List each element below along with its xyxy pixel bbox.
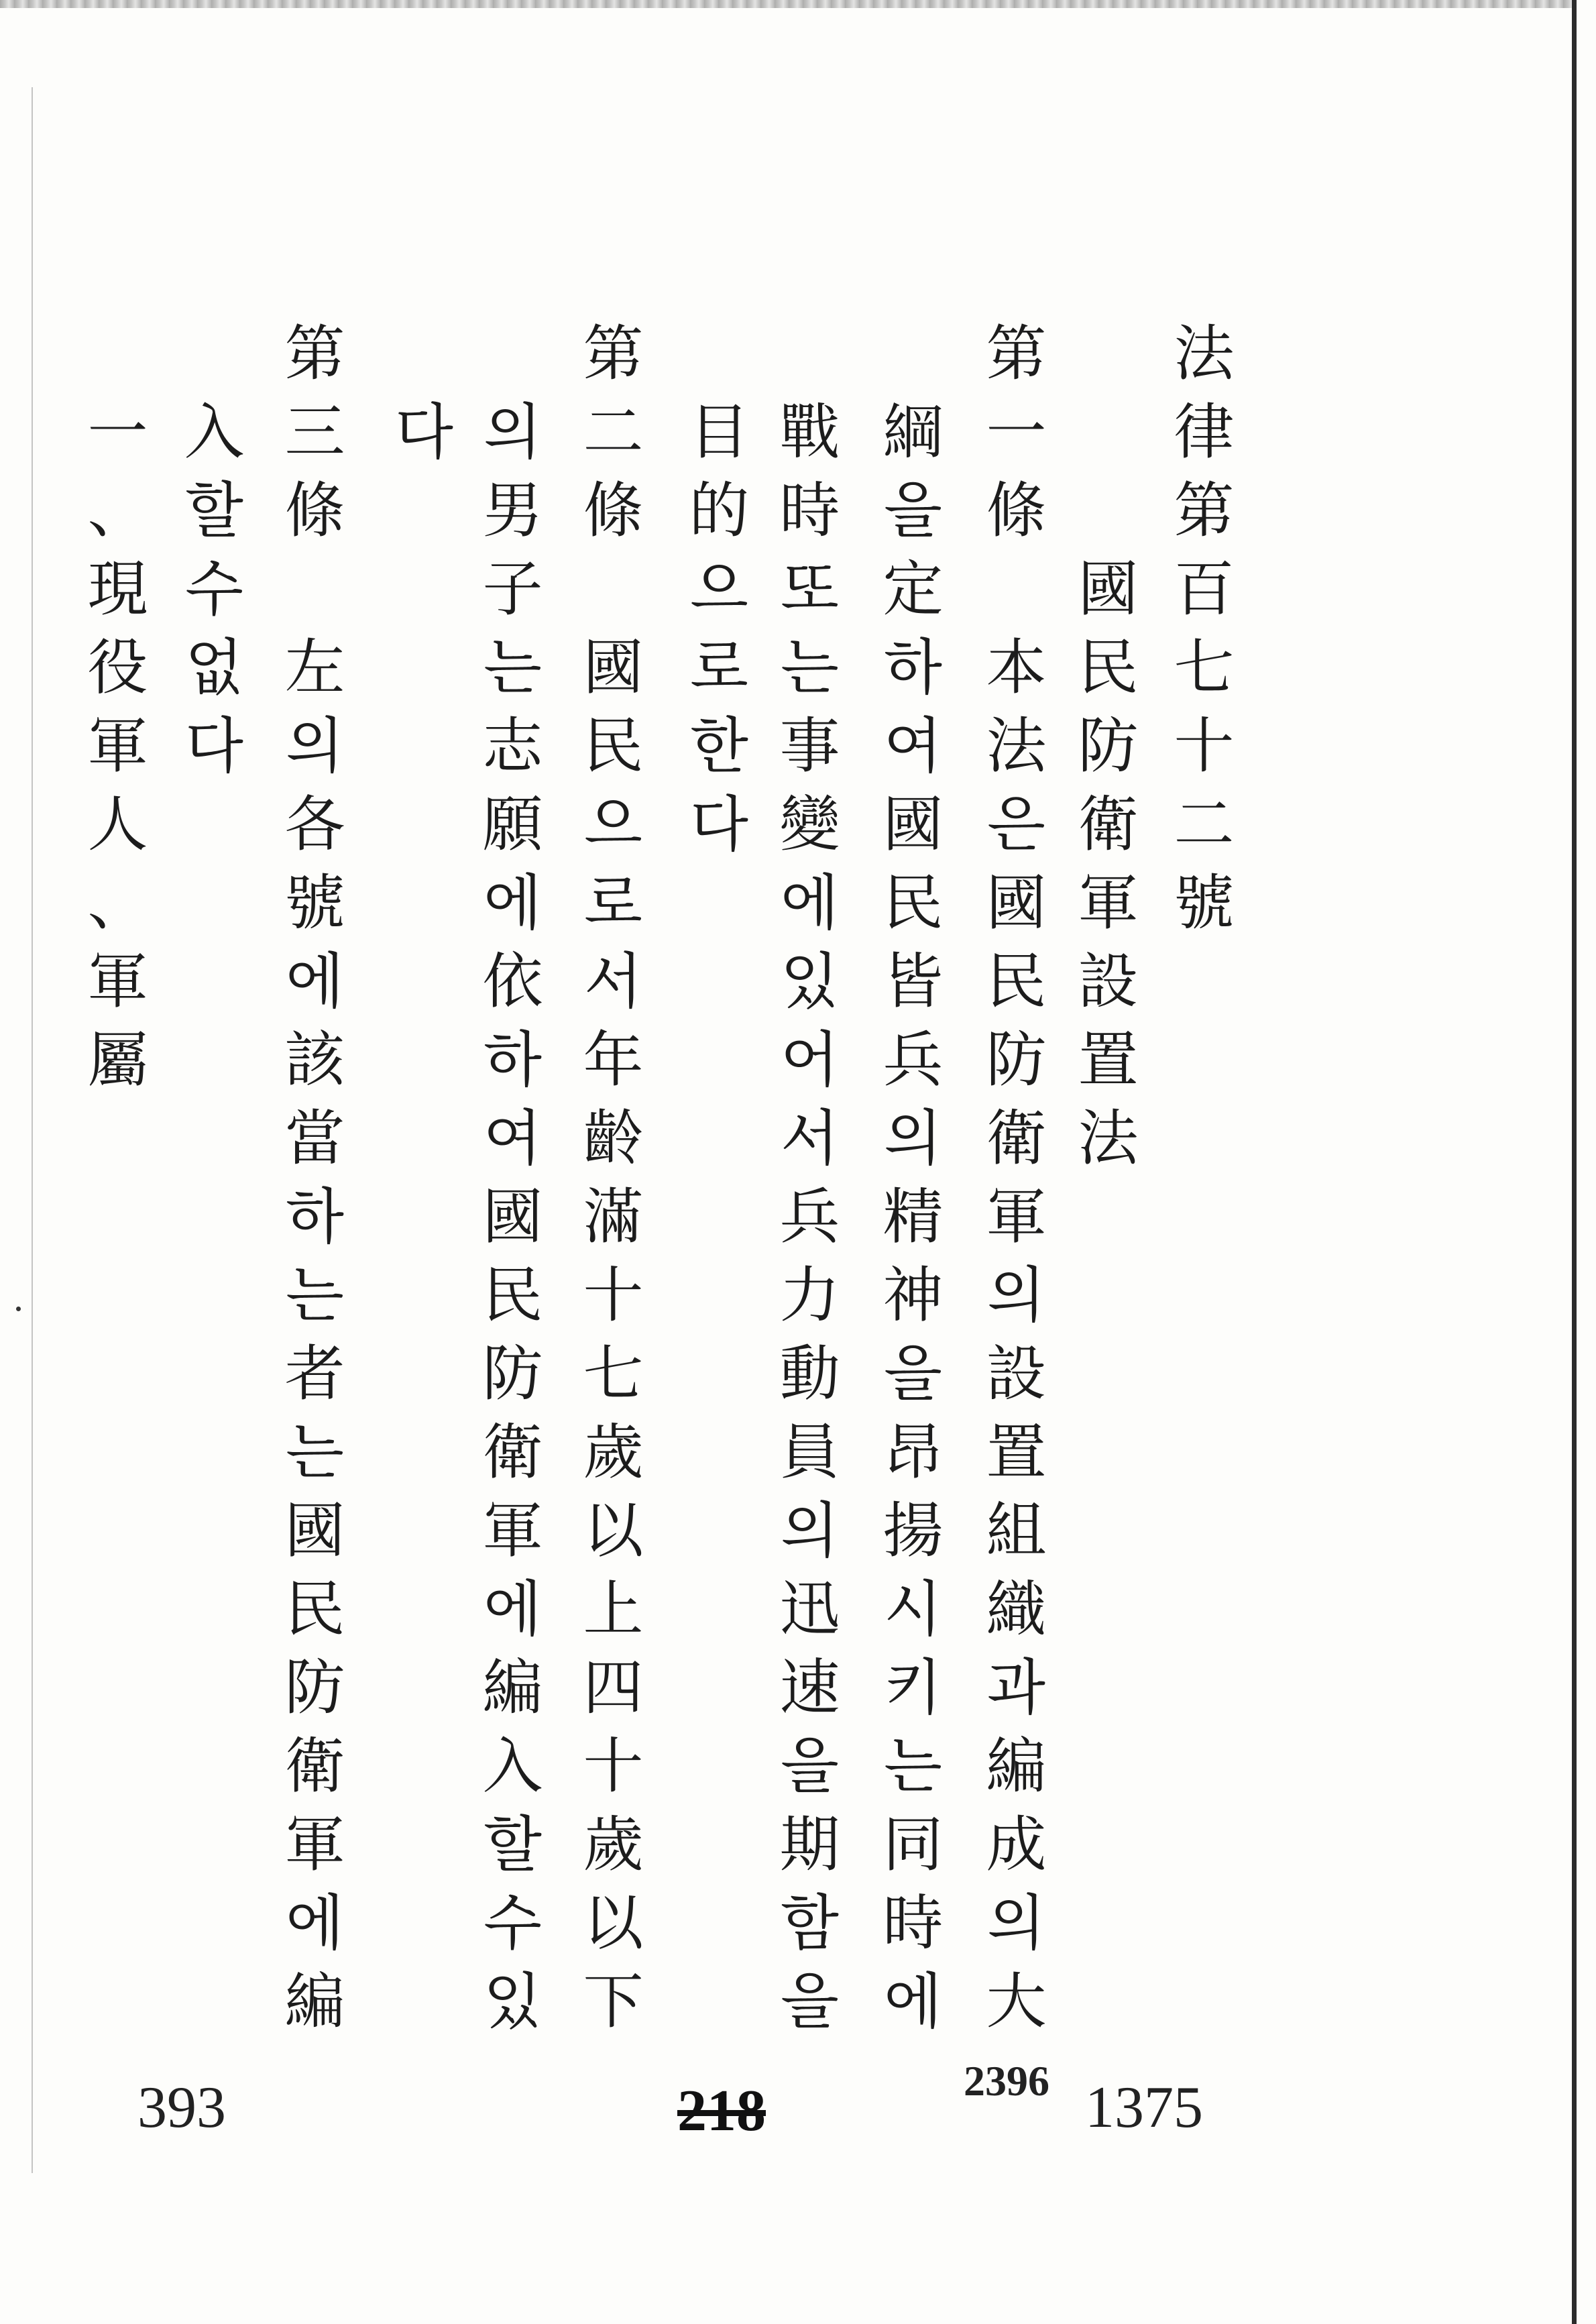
glyph: 綱 xyxy=(882,397,944,467)
scan-edge-right xyxy=(1572,0,1577,2324)
margin-line xyxy=(32,87,33,2173)
glyph: 子 xyxy=(482,554,543,624)
glyph: 精 xyxy=(882,1182,944,1252)
glyph: 에 xyxy=(781,868,839,938)
glyph: 依 xyxy=(482,946,543,1017)
glyph: 四 xyxy=(583,1653,644,1723)
glyph: 昂 xyxy=(882,1417,944,1488)
glyph: 七 xyxy=(1174,632,1235,703)
glyph: 大 xyxy=(986,1967,1047,2037)
glyph: 國 xyxy=(986,868,1047,938)
glyph: 該 xyxy=(284,1025,345,1095)
glyph: 歲 xyxy=(583,1417,644,1488)
glyph: 는 xyxy=(781,632,839,703)
scan-speck xyxy=(16,1307,21,1311)
glyph: 軍 xyxy=(1078,868,1139,938)
glyph: 迅 xyxy=(779,1574,840,1645)
glyph: 에 xyxy=(286,946,344,1017)
glyph: 法 xyxy=(1174,319,1235,389)
glyph: 入 xyxy=(184,397,245,467)
glyph: 다 xyxy=(185,711,243,781)
glyph: 한 xyxy=(690,711,748,781)
glyph: 軍 xyxy=(986,1182,1047,1252)
glyph: 願 xyxy=(482,789,543,860)
glyph: 定 xyxy=(882,554,944,624)
glyph: 各 xyxy=(284,789,345,860)
glyph: 民 xyxy=(1078,632,1139,703)
glyph: 을 xyxy=(781,1731,839,1802)
glyph: 置 xyxy=(1078,1025,1139,1095)
glyph: 의 xyxy=(987,1260,1045,1331)
glyph: 는 xyxy=(286,1260,344,1331)
glyph: 民 xyxy=(284,1574,345,1645)
glyph: 軍 xyxy=(284,1810,345,1880)
glyph: 上 xyxy=(583,1574,644,1645)
glyph: 에 xyxy=(286,1888,344,1958)
glyph: 民 xyxy=(583,711,644,781)
glyph: 三 xyxy=(284,397,345,467)
glyph: 으 xyxy=(690,554,748,624)
glyph: 을 xyxy=(781,1967,839,2037)
glyph: 衛 xyxy=(1078,789,1139,860)
page-number-struck: 218 xyxy=(677,2079,766,2144)
glyph: 歲 xyxy=(583,1810,644,1880)
article-1-line-4 xyxy=(680,393,758,864)
glyph: 當 xyxy=(284,1103,345,1174)
glyph: 衛 xyxy=(986,1103,1047,1174)
glyph: 齡 xyxy=(583,1103,644,1174)
glyph: 第 xyxy=(1174,476,1235,546)
glyph: 의 xyxy=(987,1888,1045,1958)
glyph: 法 xyxy=(1078,1103,1139,1174)
glyph: 役 xyxy=(87,632,148,703)
glyph: 揚 xyxy=(882,1496,944,1566)
glyph: 衛 xyxy=(482,1417,543,1488)
glyph: 目 xyxy=(689,397,750,467)
glyph: 國 xyxy=(882,789,944,860)
glyph: 防 xyxy=(1078,711,1139,781)
glyph: 하 xyxy=(483,1025,542,1095)
glyph: 人 xyxy=(87,789,148,860)
glyph: 에 xyxy=(483,1574,542,1645)
glyph: 二 xyxy=(1174,789,1235,860)
glyph: 하 xyxy=(884,632,942,703)
glyph: 條 xyxy=(284,476,345,546)
glyph: 速 xyxy=(779,1653,840,1723)
glyph: 서 xyxy=(781,1103,839,1174)
glyph: 律 xyxy=(1174,397,1235,467)
glyph: 어 xyxy=(781,1025,839,1095)
glyph: 있 xyxy=(781,946,839,1017)
glyph: 編 xyxy=(986,1731,1047,1802)
glyph: 을 xyxy=(884,476,942,546)
glyph: 左 xyxy=(284,632,345,703)
glyph: 서 xyxy=(584,946,642,1017)
glyph: 編 xyxy=(284,1967,345,2037)
glyph: 編 xyxy=(482,1653,543,1723)
glyph: 法 xyxy=(986,711,1047,781)
glyph: 條 xyxy=(583,476,644,546)
glyph: 十 xyxy=(1174,711,1235,781)
glyph: 年 xyxy=(583,1025,644,1095)
glyph: 第 xyxy=(583,319,644,389)
glyph: 키 xyxy=(884,1653,942,1723)
glyph: 兵 xyxy=(882,1025,944,1095)
glyph: 兵 xyxy=(779,1182,840,1252)
glyph: 로 xyxy=(690,632,748,703)
glyph: 戰 xyxy=(779,397,840,467)
glyph: 號 xyxy=(284,868,345,938)
page-number-stamp: 2396 xyxy=(964,2057,1049,2105)
glyph: 다 xyxy=(395,397,453,467)
glyph: 을 xyxy=(884,1339,942,1409)
law-title xyxy=(1069,550,1147,1178)
glyph: 여 xyxy=(483,1103,542,1174)
glyph: 屬 xyxy=(87,1025,148,1095)
glyph: 成 xyxy=(986,1810,1047,1880)
glyph: 期 xyxy=(779,1810,840,1880)
glyph: 置 xyxy=(986,1417,1047,1488)
glyph: 防 xyxy=(986,1025,1047,1095)
glyph: 第 xyxy=(284,319,345,389)
glyph: 號 xyxy=(1174,868,1235,938)
glyph: 는 xyxy=(286,1417,344,1488)
glyph: 以 xyxy=(583,1888,644,1958)
glyph: 現 xyxy=(87,554,148,624)
glyph: 一 xyxy=(986,397,1047,467)
glyph-space xyxy=(574,550,652,628)
article-2-line-1 xyxy=(574,315,652,2041)
glyph: 함 xyxy=(781,1888,839,1958)
glyph: 軍 xyxy=(482,1496,543,1566)
glyph: 力 xyxy=(779,1260,840,1331)
glyph: 組 xyxy=(986,1496,1047,1566)
glyph: 으 xyxy=(584,789,642,860)
glyph: 織 xyxy=(986,1574,1047,1645)
glyph: 變 xyxy=(779,789,840,860)
glyph: 民 xyxy=(882,868,944,938)
page-number-left: 393 xyxy=(137,2075,226,2140)
glyph: 國 xyxy=(1078,554,1139,624)
glyph: 수 xyxy=(483,1888,542,1958)
article-3-line-2 xyxy=(175,393,253,785)
glyph: 수 xyxy=(185,554,243,624)
glyph: 時 xyxy=(882,1888,944,1958)
glyph: 民 xyxy=(482,1260,543,1331)
glyph: 員 xyxy=(779,1417,840,1488)
glyph: 二 xyxy=(583,397,644,467)
glyph: 志 xyxy=(482,711,543,781)
glyph: 皆 xyxy=(882,946,944,1017)
glyph: 國 xyxy=(482,1182,543,1252)
glyph: 는 xyxy=(483,632,542,703)
glyph-space xyxy=(977,550,1056,628)
glyph: 로 xyxy=(584,868,642,938)
glyph: 의 xyxy=(884,1103,942,1174)
glyph: 과 xyxy=(987,1653,1045,1723)
glyph: 設 xyxy=(986,1339,1047,1409)
glyph: 다 xyxy=(690,789,748,860)
glyph: 할 xyxy=(483,1810,542,1880)
glyph: 은 xyxy=(987,789,1045,860)
glyph: 條 xyxy=(986,476,1047,546)
glyph: 十 xyxy=(583,1260,644,1331)
glyph: 下 xyxy=(583,1967,644,2037)
glyph: 七 xyxy=(583,1339,644,1409)
glyph: 時 xyxy=(779,476,840,546)
glyph: 男 xyxy=(482,476,543,546)
glyph: 의 xyxy=(483,397,542,467)
glyph: 하 xyxy=(286,1182,344,1252)
article-1-line-2 xyxy=(874,393,952,2041)
article-3-line-1 xyxy=(276,315,354,2041)
glyph: 神 xyxy=(882,1260,944,1331)
article-1-line-3 xyxy=(771,393,849,2041)
glyph: 또 xyxy=(781,554,839,624)
glyph: 動 xyxy=(779,1339,840,1409)
glyph: 事 xyxy=(779,711,840,781)
glyph: 入 xyxy=(482,1731,543,1802)
glyph: 防 xyxy=(284,1653,345,1723)
page-number-right: 1375 xyxy=(1085,2075,1203,2140)
glyph: 할 xyxy=(185,476,243,546)
glyph: 軍 xyxy=(87,711,148,781)
glyph: 軍 xyxy=(87,946,148,1017)
glyph: 以 xyxy=(583,1496,644,1566)
glyph: 同 xyxy=(882,1810,944,1880)
glyph: 있 xyxy=(483,1967,542,2037)
glyph-space xyxy=(276,550,354,628)
glyph: 者 xyxy=(284,1339,345,1409)
glyph: 民 xyxy=(986,946,1047,1017)
glyph: 國 xyxy=(284,1496,345,1566)
glyph: 에 xyxy=(483,868,542,938)
glyph: 없 xyxy=(185,632,243,703)
law-number xyxy=(1165,315,1243,942)
glyph: 設 xyxy=(1078,946,1139,1017)
glyph: 本 xyxy=(986,632,1047,703)
glyph: 의 xyxy=(286,711,344,781)
glyph: 의 xyxy=(781,1496,839,1566)
glyph: 滿 xyxy=(583,1182,644,1252)
article-1-line-1 xyxy=(977,315,1056,2041)
glyph: 衛 xyxy=(284,1731,345,1802)
glyph: 一 xyxy=(87,397,148,467)
glyph: 、 xyxy=(87,868,148,938)
glyph: 國 xyxy=(583,632,644,703)
article-3-item-1 xyxy=(78,393,157,1099)
glyph: 、 xyxy=(87,476,148,546)
glyph: 十 xyxy=(583,1731,644,1802)
article-2-line-3 xyxy=(385,393,463,472)
scan-edge-top xyxy=(0,0,1576,8)
glyph: 百 xyxy=(1174,554,1235,624)
glyph: 第 xyxy=(986,319,1047,389)
glyph: 여 xyxy=(884,711,942,781)
glyph: 에 xyxy=(884,1967,942,2037)
glyph: 防 xyxy=(482,1339,543,1409)
glyph: 는 xyxy=(884,1731,942,1802)
article-2-line-2 xyxy=(473,393,552,2041)
glyph: 시 xyxy=(884,1574,942,1645)
glyph: 的 xyxy=(689,476,750,546)
